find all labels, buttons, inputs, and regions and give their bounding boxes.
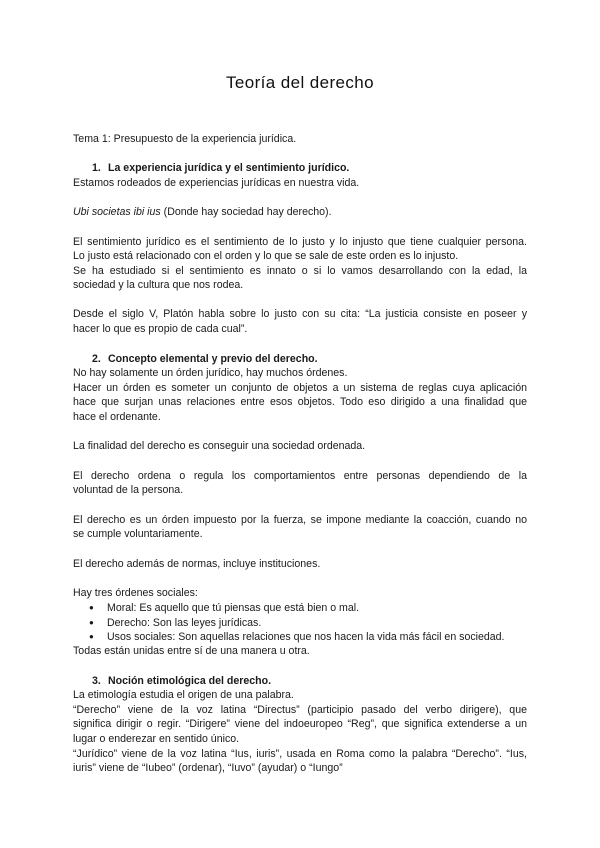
bullet-icon: ●: [89, 618, 94, 627]
s2-paragraph-3: La finalidad del derecho es conseguir una sociedad ordenada.: [73, 440, 366, 452]
section-1-heading: [92, 161, 349, 176]
list-item-text: Usos sociales: Son aquellas relaciones que nos hacen la vida más fácil en sociedad.: [107, 631, 505, 643]
s1-p4-line1: Desde el siglo V, Platón habla sobre lo justo con su cita: “La justicia consiste en poseer y: [73, 308, 527, 320]
list-item-text: Moral: Es aquello que tú piensas que está bien o mal.: [107, 602, 360, 614]
s1-p3-line1: El sentimiento jurídico es el sentimiento de lo justo y lo injusto que tiene cualquier persona.: [73, 236, 527, 248]
section-1-title: La experiencia jurídica y el sentimiento jurídico.: [108, 162, 350, 174]
s3-p2-line2: significa dirigir o regir. “Dirigere” viene del indoeuropeo “Reg”, que significa extenderse a un: [73, 718, 527, 730]
section-2-title: Concepto elemental y previo del derecho.: [108, 353, 318, 365]
document-title: Teoría del derecho: [225, 73, 374, 92]
s2-p5-line1: El derecho es un órden impuesto por la fuerza, se impone mediante la coacción, cuando no: [73, 514, 527, 526]
list-item: [89, 629, 505, 645]
s1-p3-line2: Lo justo está relacionado con el orden y lo que se sale de este orden es lo injusto.: [73, 250, 459, 262]
s2-paragraph-1: No hay solamente un órden jurídico, hay muchos órdenes.: [73, 367, 348, 379]
s2-p2-line1: Hacer un órden es someter un conjunto de objetos a un sistema de reglas cuya aplicación: [73, 382, 527, 394]
s2-paragraph-8: Todas están unidas entre sí de una manera u otra.: [73, 645, 310, 657]
s2-p2-line3: hace el ordenante.: [73, 411, 161, 423]
bullet-icon: ●: [89, 632, 94, 641]
latin-translation: (Donde hay sociedad hay derecho).: [160, 206, 332, 218]
s3-p2-line1: “Derecho” viene de la voz latina “Directus” (participio pasado del verbo dirigere), que: [73, 704, 527, 716]
s3-p2-line3: lugar o enderezar en sentido único.: [73, 733, 240, 745]
section-2-number: 2.: [92, 353, 101, 365]
bullet-icon: ●: [89, 603, 94, 612]
s3-p3-line1: “Jurídico” viene de la voz latina “Ius, iuris”, usada en Roma como la palabra “Derecho”. “Ius,: [73, 748, 527, 760]
s2-paragraph-6: El derecho además de normas, incluye instituciones.: [73, 558, 321, 570]
list-item: [89, 600, 359, 616]
s2-p4-line1: El derecho ordena o regula los comportamientos entre personas dependiendo de la: [73, 470, 527, 482]
section-2-heading: [92, 352, 318, 367]
section-3-number: 3.: [92, 675, 101, 687]
section-3-title: Noción etimológica del derecho.: [108, 675, 272, 687]
section-1-number: 1.: [92, 162, 101, 174]
tema-line: Tema 1: Presupuesto de la experiencia jurídica.: [73, 133, 297, 145]
section-3-heading: [92, 674, 271, 689]
s1-p3-line4: sociedad y la cultura que nos rodea.: [73, 279, 244, 291]
s2-paragraph-7: Hay tres órdenes sociales:: [73, 587, 198, 599]
s2-p2-line2: hace que surjan unas relaciones entre esos objetos. Todo eso dirigido a una finalidad que: [73, 396, 527, 408]
s2-p5-line2: se cumple voluntariamente.: [73, 528, 203, 540]
s2-p4-line2: voluntad de la persona.: [73, 484, 184, 496]
latin-phrase: Ubi societas ibi ius: [73, 206, 161, 218]
s3-p3-line2: iuris” viene de “Iubeo” (ordenar), “Iuvo” (ayudar) o “Iungo”: [73, 762, 343, 774]
s1-p4-line2: hacer lo que es propio de cada cual”.: [73, 323, 248, 335]
s3-paragraph-1: La etimología estudia el origen de una palabra.: [73, 689, 294, 701]
s1-paragraph-1: Estamos rodeados de experiencias jurídicas en nuestra vida.: [73, 177, 360, 189]
s1-p3-line3: Se ha estudiado si el sentimiento es innato o si lo vamos desarrollando con la edad, la: [73, 265, 527, 277]
list-item-text: Derecho: Son las leyes jurídicas.: [107, 617, 262, 629]
s1-latin-line: [73, 205, 332, 220]
